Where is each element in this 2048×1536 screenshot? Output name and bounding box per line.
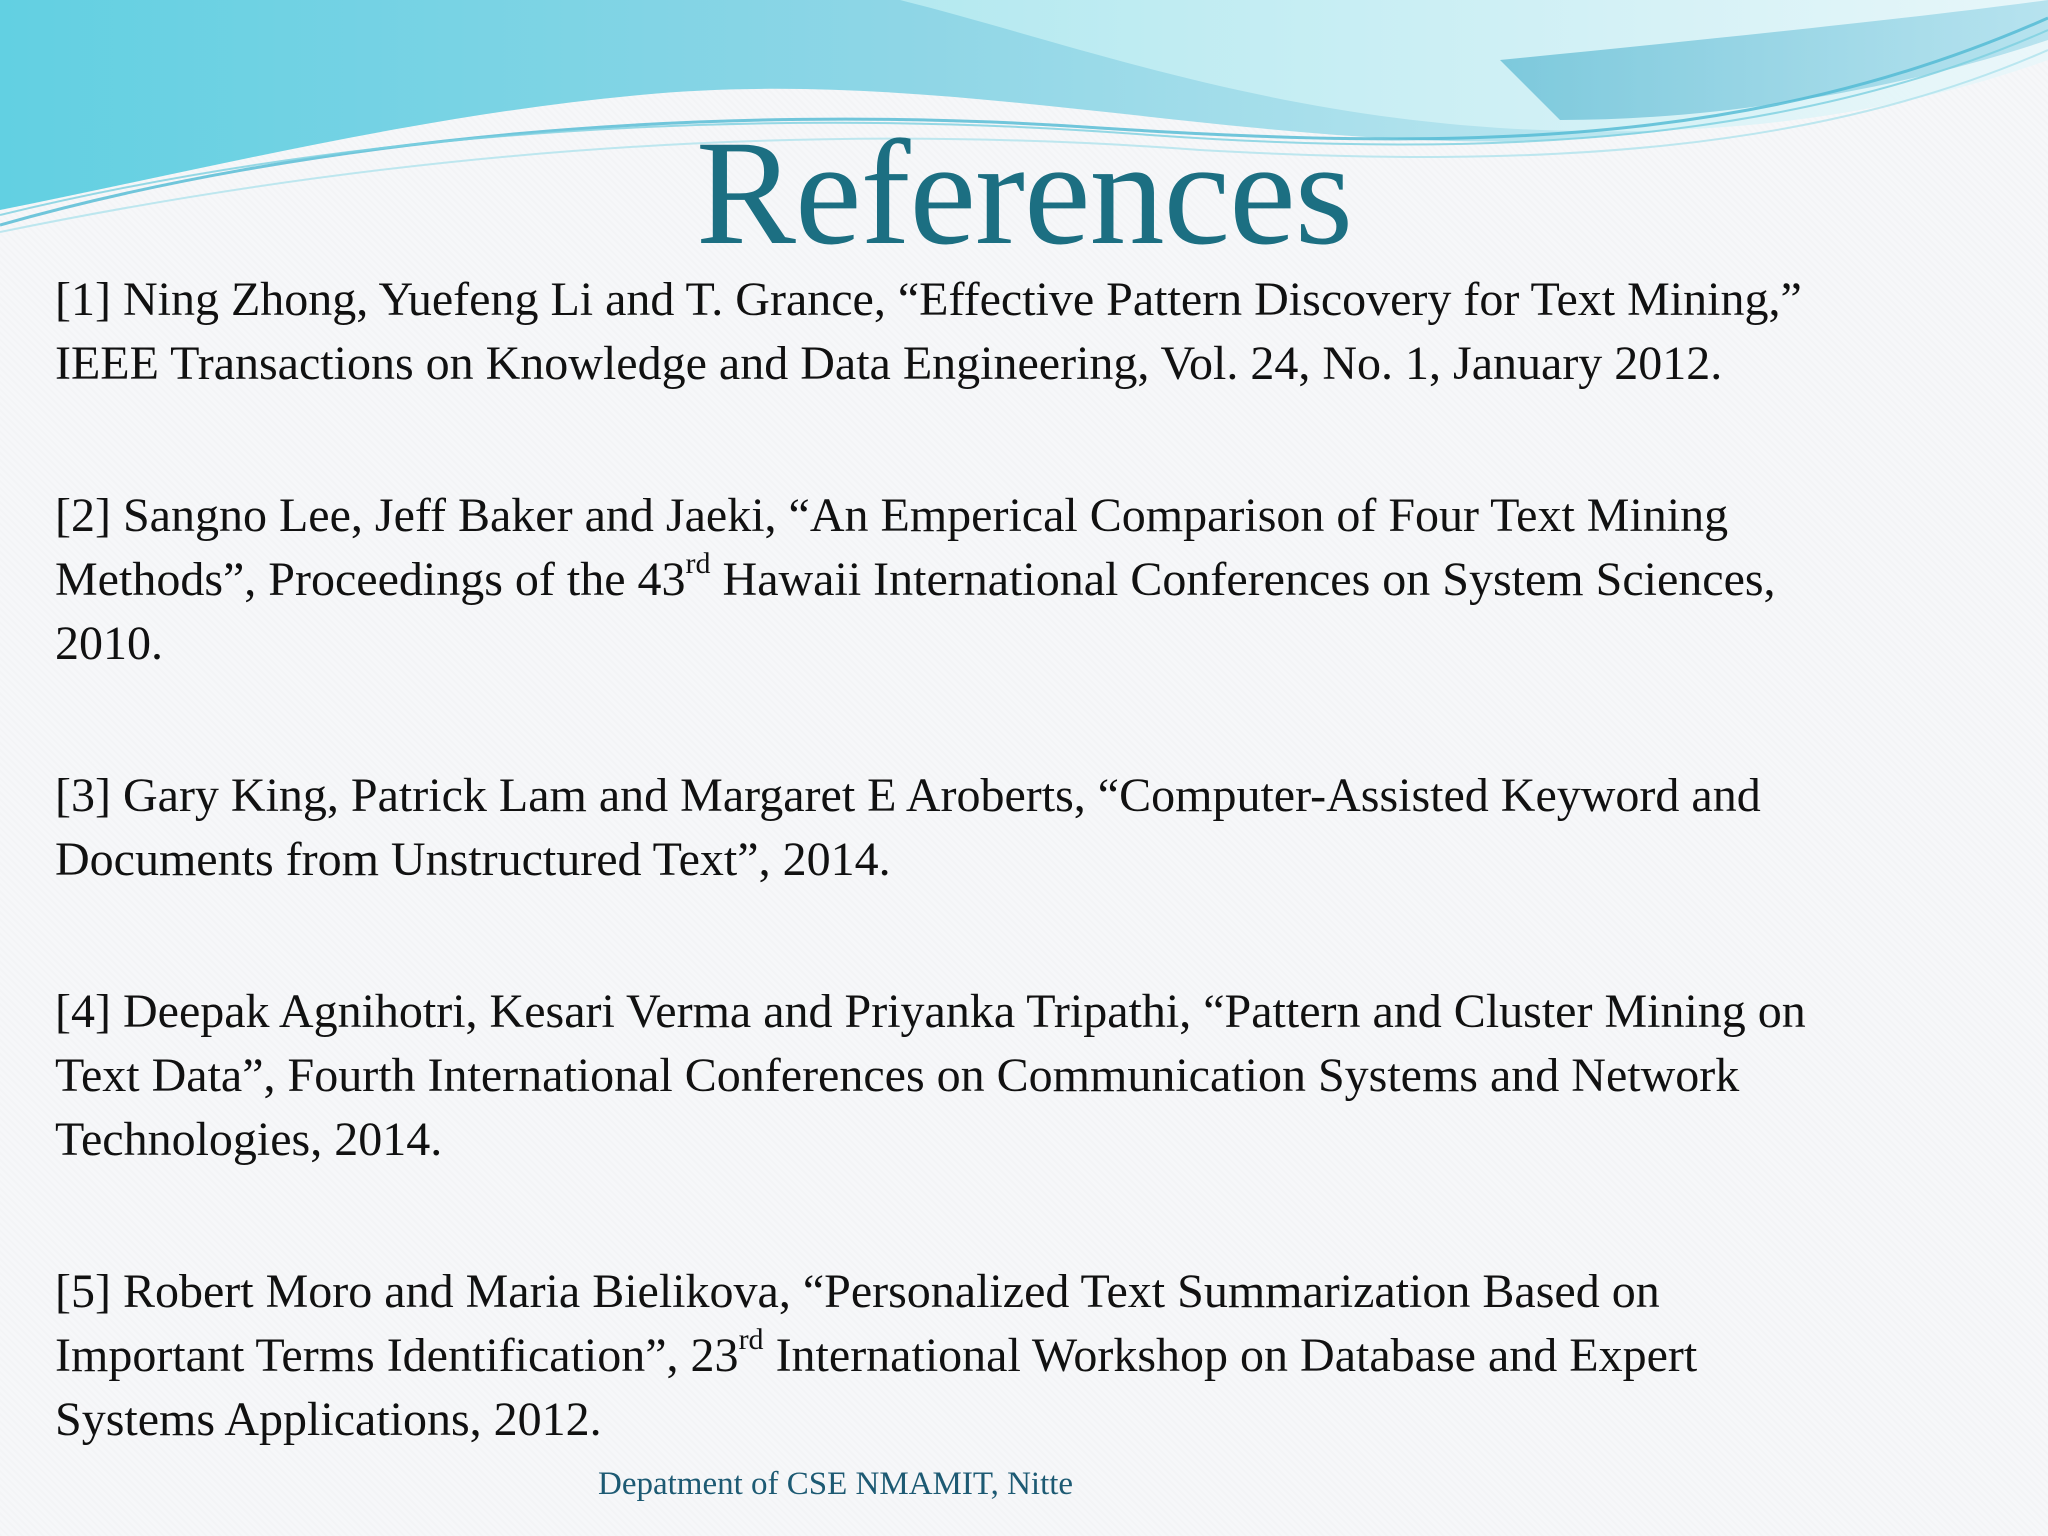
reference-4-line-1: [4] Deepak Agnihotri, Kesari Verma and Priyanka Tripathi, “Pattern and Cluster Mining on (55, 985, 1806, 1038)
page-title: References (695, 110, 1353, 276)
reference-2-line-1: [2] Sangno Lee, Jeff Baker and Jaeki, “An Emperical Comparison of Four Text Mining (55, 489, 1729, 542)
reference-item-1 (55, 268, 2015, 396)
reference-item-5 (55, 1260, 2015, 1452)
reference-5-line-1: [5] Robert Moro and Maria Bielikova, “Personalized Text Summarization Based on (55, 1265, 1660, 1318)
footer-department: Depatment of CSE NMAMIT, Nitte (598, 1466, 1074, 1502)
reference-item-4 (55, 980, 2015, 1172)
reference-5-line-2-post: International Workshop on Database and Expert (763, 1329, 1698, 1382)
reference-item-2 (55, 484, 2015, 676)
reference-2-superscript: rd (685, 547, 711, 580)
reference-4-line-3: Technologies, 2014. (55, 1113, 443, 1166)
reference-4-line-2: Text Data”, Fourth International Conferences on Communication Systems and Network (55, 1049, 1740, 1102)
reference-2-line-2 (55, 548, 2015, 612)
reference-3-line-2: Documents from Unstructured Text”, 2014. (55, 833, 891, 886)
reference-5-line-2-pre: Important Terms Identification”, 23 (55, 1329, 739, 1382)
reference-3-line-1: [3] Gary King, Patrick Lam and Margaret E Aroberts, “Computer-Assisted Keyword and (55, 769, 1761, 822)
reference-1-line-2: IEEE Transactions on Knowledge and Data Engineering, Vol. 24, No. 1, January 2012. (55, 337, 1723, 390)
reference-5-line-3: Systems Applications, 2012. (55, 1393, 602, 1446)
reference-item-3 (55, 764, 2015, 892)
reference-2-line-2-pre: Methods”, Proceedings of the 43 (55, 553, 686, 606)
reference-5-superscript: rd (738, 1323, 764, 1356)
reference-2-line-2-post: Hawaii International Conferences on System Sciences, (710, 553, 1776, 606)
reference-list (55, 268, 2015, 1536)
reference-2-line-3: 2010. (55, 617, 163, 670)
reference-5-line-2 (55, 1324, 2015, 1388)
reference-1-line-1: [1] Ning Zhong, Yuefeng Li and T. Grance, “Effective Pattern Discovery for Text Mining,” (55, 273, 1802, 326)
